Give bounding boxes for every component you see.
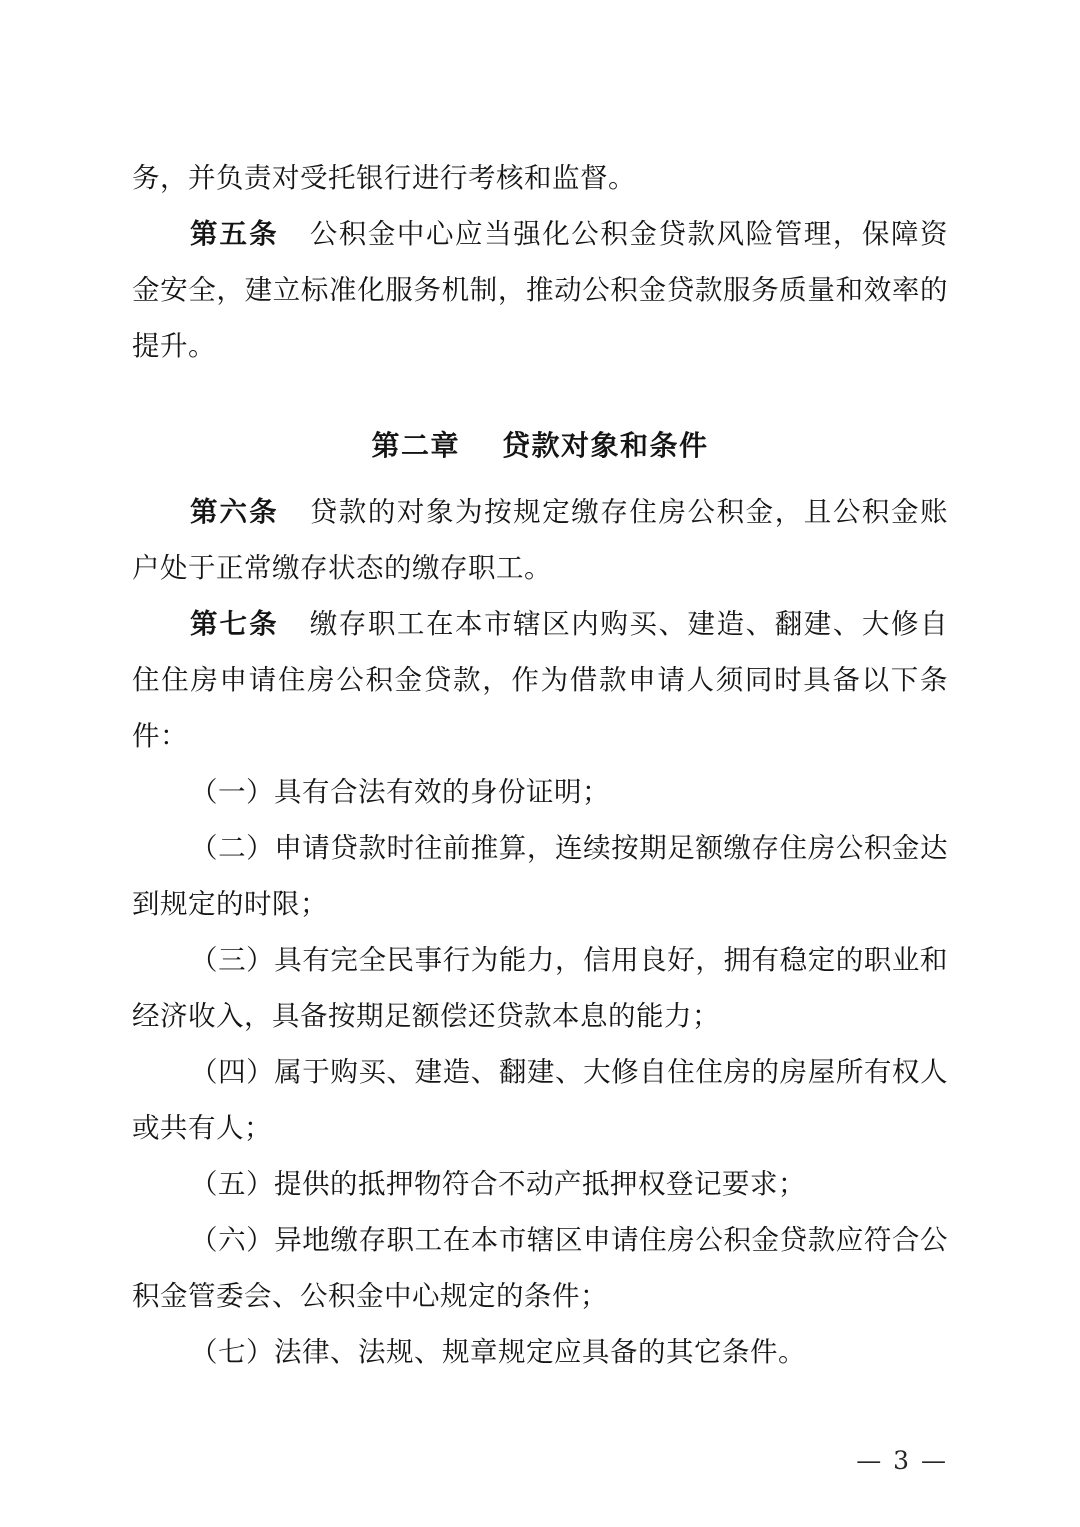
paragraph-text: （三）具有完全民事行为能力，信用良好，拥有稳定的职业和经济收入，具备按期足额偿还贷款本息的能力； (132, 944, 948, 1032)
paragraph-text: 务，并负责对受托银行进行考核和监督。 (132, 162, 636, 194)
paragraph-text: 贷款的对象为按规定缴存住房公积金，且公积金账户处于正常缴存状态的缴存职工。 (132, 496, 949, 584)
paragraph-text: 缴存职工在本市辖区内购买、建造、翻建、大修自住住房申请住房公积金贷款，作为借款申请人须同时具备以下条件： (132, 608, 949, 752)
paragraph-text: （七）法律、法规、规章规定应具备的其它条件。 (190, 1336, 806, 1368)
paragraph-text: （四）属于购买、建造、翻建、大修自住住房的房屋所有权人或共有人； (132, 1056, 948, 1144)
paragraph-text: （五）提供的抵押物符合不动产抵押权登记要求； (190, 1168, 806, 1200)
paragraph-text: 公积金中心应当强化公积金贷款风险管理，保障资金安全，建立标准化服务机制，推动公积金贷款服务质量和效率的提升。 (132, 218, 949, 362)
clause-label: 第七条 (190, 608, 279, 640)
clause-label: 第六条 (190, 496, 279, 528)
document-body (132, 150, 948, 1380)
list-item-6 (132, 1212, 948, 1324)
chapter-heading (132, 418, 948, 474)
list-item-7 (132, 1324, 948, 1380)
paragraph-article-7 (132, 596, 948, 764)
chapter-title: 贷款对象和条件 (502, 429, 709, 462)
paragraph-text: （一）具有合法有效的身份证明； (190, 776, 610, 808)
list-item-2 (132, 820, 948, 932)
paragraph-article-6 (132, 484, 948, 596)
chapter-number: 第二章 (371, 429, 460, 462)
list-item-3 (132, 932, 948, 1044)
page-number: — 3 — (856, 1446, 948, 1475)
clause-label: 第五条 (190, 218, 279, 250)
page-footer (0, 1446, 948, 1475)
paragraph-text: （六）异地缴存职工在本市辖区申请住房公积金贷款应符合公积金管委会、公积金中心规定的条件； (132, 1224, 948, 1312)
list-item-5 (132, 1156, 948, 1212)
list-item-1 (132, 764, 948, 820)
paragraph-text: （二）申请贷款时往前推算，连续按期足额缴存住房公积金达到规定的时限； (132, 832, 948, 920)
list-item-4 (132, 1044, 948, 1156)
paragraph-continuation (132, 150, 948, 206)
paragraph-article-5 (132, 206, 948, 374)
